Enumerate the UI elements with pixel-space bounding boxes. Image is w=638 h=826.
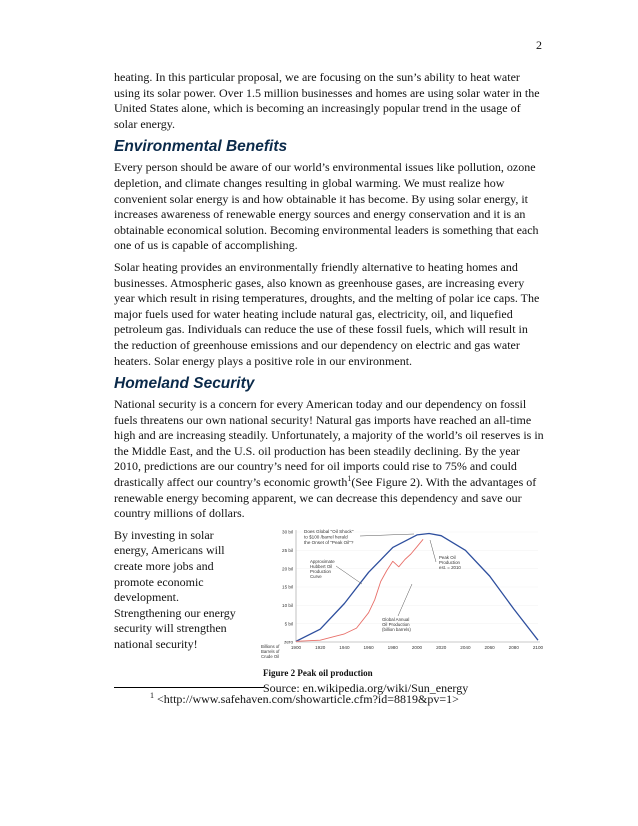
env-paragraph-1: Every person should be aware of our world’s environmental issues like pollution, ozone depletion, and climate changes resulting in global warming. We must realize how convenient solar energy is and how obtainable it has become. By using solar energy, it increases awareness of renewable energy sources and energy conservation and it is an obtainable economical solution. Becoming environmental leaders is something that each one of us is capable of accomplishing.	[114, 160, 539, 253]
hubbert-curve-line	[296, 533, 538, 641]
annotation-arrow-3	[430, 540, 436, 562]
figure-caption: Figure 2 Peak oil production	[263, 667, 373, 678]
y-tick-label: 30 bil	[282, 529, 293, 535]
y-tick-label: 15 bil	[282, 584, 293, 590]
x-tick-label: 2060	[484, 644, 495, 650]
footnote-link[interactable]: <http://www.safehaven.com/showarticle.cfm?id=8819&pv=1>	[157, 692, 459, 706]
annotation-oil-shock-3: the Onset of "Peak Oil"?	[304, 539, 354, 545]
x-tick-label: 2080	[508, 644, 519, 650]
y-axis-label-2: Barrels of	[261, 648, 280, 654]
footnote-ref: 1	[347, 474, 352, 484]
x-tick-label: 1980	[387, 644, 398, 650]
annotation-global-3: (billion barrels)	[382, 626, 411, 632]
annotation-oil-shock-2: to $100 /barrel herald	[304, 534, 348, 540]
annotation-oil-shock-1: Does Global "Oil Shock"	[304, 528, 354, 534]
homeland-paragraph-1	[114, 397, 544, 522]
annotation-peak-2: Production	[439, 559, 460, 565]
footnote-divider	[114, 687, 264, 688]
annotation-global-1: Global Annual	[382, 616, 410, 622]
side-paragraph: By investing in solar energy, Americans will create more jobs and promote economic development. Strengthening our energy security will strengthen national security!	[114, 527, 236, 651]
y-tick-label: 25 bil	[282, 547, 293, 553]
annotation-arrow-4	[398, 584, 412, 616]
y-axis-label-3: Crude Oil	[261, 653, 280, 659]
homeland-security-heading: Homeland Security	[114, 375, 255, 393]
x-tick-label: 1940	[339, 644, 350, 650]
y-tick-label: 10 bil	[282, 602, 293, 608]
annotation-hubbert-3: Production	[310, 568, 331, 574]
env-paragraph-2: Solar heating provides an environmentally friendly alternative to heating homes and businesses. Atmospheric gases, also known as greenhouse gases, are increasing every year which result in rising temperatures, droughts, and the melting of polar ice caps. The major fuels used for water heating include natural gas, electricity, oil, and liquefied petroleum gas. Individuals can reduce the use of these fossil fuels, which will result in the reduction of greenhouse emissions and our dependency on electric and gas water heaters. Solar energy plays a positive role in our environment.	[114, 259, 540, 368]
footnote-number: 1	[150, 691, 154, 700]
peak-oil-chart	[260, 526, 544, 672]
homeland-text-a: National security is a concern for every American today and our dependency on fossil fuels threatens our own national security! Natural gas imports have reached an all-time high and are increasing steadily. Unfortunately, a majority of the world’s oil reserves is in the Middle East, and the U.S. oil production has been steadily declining. By the year 2010, predictions are our country’s need for oil imports could rise to 75% and could drastically affect our country’s economic growth	[114, 397, 544, 490]
page-number: 2	[536, 38, 542, 52]
annotation-global-2: Oil Production	[382, 621, 410, 627]
environmental-benefits-heading: Environmental Benefits	[114, 138, 288, 156]
x-tick-label: 2000	[411, 644, 423, 650]
annotation-hubbert-1: Approximate	[310, 558, 335, 564]
homeland-text-b: (See Figure 2). With the advantages of renewable energy becoming apparent, we can decrease this dependency and save our country millions of dollars.	[114, 475, 537, 521]
y-tick-label: 5 bil	[284, 621, 293, 627]
annotation-hubbert-2: Hubbert Oil	[310, 563, 333, 569]
figure-block	[114, 528, 544, 698]
figure-source: Source: en.wikipedia.org/wiki/Sun_energy	[263, 680, 469, 695]
intro-paragraph: heating. In this particular proposal, we are focusing on the sun’s ability to heat water using its solar power. Over 1.5 million businesses and homes are using solar water in the United States alone, which is becoming an increasingly popular trend in the usage of solar energy.	[114, 70, 540, 131]
annotation-arrow-1	[360, 534, 414, 536]
x-tick-label: 1920	[315, 644, 326, 650]
footnote	[150, 692, 459, 707]
y-tick-label: 20 bil	[282, 566, 293, 572]
x-tick-label: 2040	[460, 644, 471, 650]
y-axis-label-1: Billions of	[261, 643, 280, 649]
x-tick-label: 1900	[290, 644, 302, 650]
document-body	[114, 70, 544, 698]
annotation-peak-1: Peak Oil	[439, 554, 456, 560]
x-tick-label: 2020	[436, 644, 447, 650]
annotation-hubbert-4: Curve	[310, 573, 322, 579]
annotation-peak-3: est. = 2010	[439, 564, 461, 570]
x-tick-label: 2100	[532, 644, 544, 650]
y-tick-label: zero	[284, 639, 293, 645]
x-tick-label: 1960	[363, 644, 374, 650]
